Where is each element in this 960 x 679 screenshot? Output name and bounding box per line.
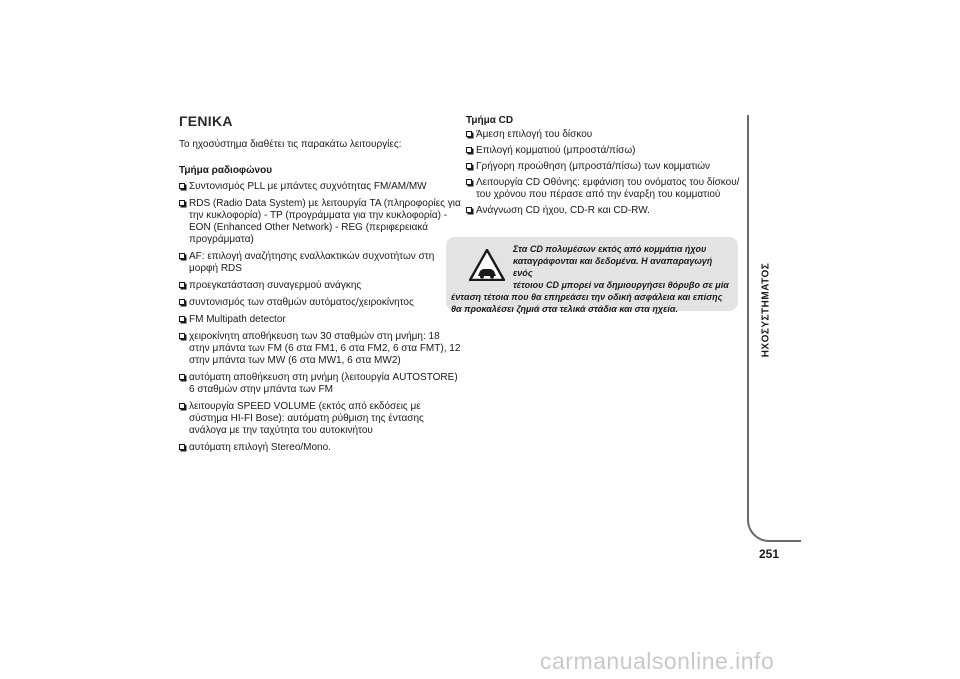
list-item [466, 161, 742, 173]
list-item [466, 129, 742, 141]
cd-section [466, 115, 742, 221]
warning-line: καταγράφονται και δεδομένα. Η αναπαραγωγή ενός [513, 256, 713, 278]
list-item [179, 442, 462, 454]
list-item [179, 314, 462, 326]
checkbox-bullet-icon [179, 374, 185, 380]
checkbox-bullet-icon [179, 200, 185, 206]
list-item-text: αυτόματη επιλογή Stereo/Mono. [189, 442, 331, 453]
checkbox-bullet-icon [179, 282, 185, 288]
checkbox-bullet-icon [179, 183, 185, 189]
checkbox-bullet-icon [179, 316, 185, 322]
list-item-text: Συντονισμός PLL με μπάντες συχνότητας FM/AM/MW [189, 181, 427, 192]
list-item-text: Ανάγνωση CD ήχου, CD-R και CD-RW. [476, 205, 650, 216]
checkbox-bullet-icon [466, 179, 472, 185]
cd-heading: Τμήμα CD [466, 115, 514, 126]
section-title: ΓΕΝΙΚΑ [179, 113, 233, 129]
chapter-tab-label: ΗΧΟΣΥΣΤΗΜΑΤΟΣ [760, 262, 772, 358]
list-item-text: Άμεση επιλογή του δίσκου [476, 129, 593, 140]
list-item [466, 145, 742, 157]
list-item-text: προεγκατάσταση συναγερμού ανάγκης [189, 280, 362, 291]
checkbox-bullet-icon [179, 299, 185, 305]
list-item [179, 297, 462, 309]
list-item-text: Γρήγορη προώθηση (μπροστά/πίσω) των κομματιών [476, 161, 711, 172]
radio-section [179, 165, 462, 459]
list-item-text: Επιλογή κομματιού (μπροστά/πίσω) [476, 145, 636, 156]
list-item [466, 205, 742, 217]
chapter-tab-outline [747, 115, 801, 542]
cd-feature-list [466, 129, 742, 217]
page-number: 251 [759, 547, 780, 561]
checkbox-bullet-icon [466, 131, 472, 137]
list-item-text: RDS (Radio Data System) με λειτουργία TA (πληροφορίες για την κυκλοφορία) - TP (προγράμματα για την κυκλοφορία) - EON (Enhanced Other Network) - REG (περιφερειακά προγράμματα) [189, 198, 461, 245]
list-item-text: Λειτουργία CD Οθόνης: εμφάνιση του ονόματος του δίσκου/του χρόνου που πέρασε από την έναρξη του κομματιού [476, 177, 740, 200]
list-item-text: FM Multipath detector [189, 314, 286, 325]
checkbox-bullet-icon [179, 403, 185, 409]
list-item [179, 372, 462, 396]
warning-line: Στα CD πολυμέσων εκτός από κομμάτια ήχου [513, 244, 707, 254]
warning-line: ένταση τέτοια που θα επηρεάσει την οδική ασφάλεια και επίσης [451, 292, 723, 302]
radio-heading: Τμήμα ραδιοφώνου [179, 165, 273, 176]
checkbox-bullet-icon [466, 207, 472, 213]
warning-line: τέτοιου CD μπορεί να δημιουργήσει θόρυβο σε μία [513, 280, 729, 290]
list-item [179, 251, 462, 275]
list-item [179, 181, 462, 193]
list-item [179, 198, 462, 246]
checkbox-bullet-icon [179, 444, 185, 450]
checkbox-bullet-icon [179, 253, 185, 259]
list-item-text: χειροκίνητη αποθήκευση των 30 σταθμών στη μνήμη: 18 στην μπάντα των FM (6 στα FM1, 6 στα FM2, 6 στα FMT), 12 στην μπάντα των MW (6 στα MW1, 6 στα MW2) [189, 331, 461, 366]
list-item [179, 280, 462, 292]
radio-feature-list [179, 181, 462, 454]
checkbox-bullet-icon [466, 147, 472, 153]
list-item-text: αυτόματη αποθήκευση στη μνήμη (λειτουργία AUTOSTORE) 6 σταθμών στην μπάντα των FM [189, 372, 458, 395]
list-item [466, 177, 742, 201]
list-item-text: AF: επιλογή αναζήτησης εναλλακτικών συχνοτήτων στη μορφή RDS [189, 251, 435, 274]
intro-text: Το ηχοσύστημα διαθέτει τις παρακάτω λειτουργίες: [179, 139, 402, 150]
list-item [179, 401, 462, 437]
list-item-text: λειτουργία SPEED VOLUME (εκτός από εκδόσεις με σύστημα HI-FI Bose): αυτόματη ρύθμιση της έντασης ανάλογα με την ταχύτητα του αυτοκινήτου [189, 401, 424, 436]
checkbox-bullet-icon [466, 163, 472, 169]
warning-line: θα προκαλέσει ζημιά στα τελικά στάδια και στα ηχεία. [451, 304, 678, 314]
warning-text [451, 243, 733, 315]
warning-box [446, 237, 738, 314]
checkbox-bullet-icon [179, 333, 185, 339]
list-item-text: συντονισμός των σταθμών αυτόματος/χειροκίνητος [189, 297, 414, 308]
list-item [179, 331, 462, 367]
watermark: carmanualsonline.info [540, 648, 775, 674]
